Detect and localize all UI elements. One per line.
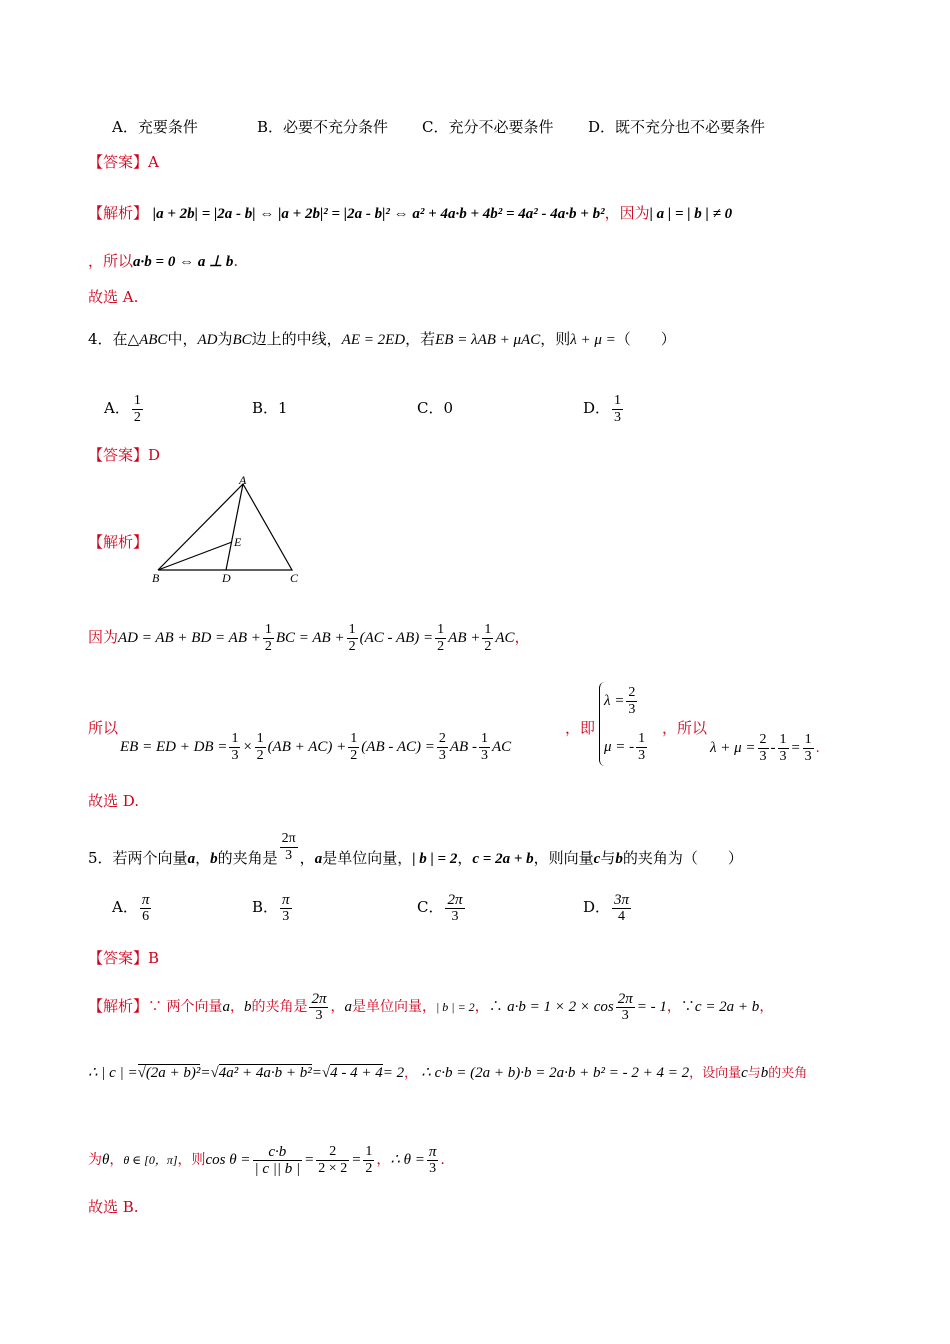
q5-option-d: D． $\frac{3\pi}{4}$ [583, 891, 630, 924]
q5-options [112, 887, 630, 927]
q4-analysis-line2-expr: EB = ED + DB = $\frac{1}{3}$ × $\frac{1}{2}$ (AB + AC) + $\frac{1}{2}$ (AB - AC) = $\frac{2}{3}$ AB - $\frac{1}{3}$ AC [120, 730, 512, 763]
q5-analysis-line2: ∴ | c | =√(2a + b)²=√4a² + 4a·b + b²=√4 - 4 + 4= 2， ∴ c·b = (2a + b)·b = 2a·b + b² = - 2 + 4 = 2，设向量c与b的夹角 [88, 1065, 808, 1081]
q4-options [104, 388, 622, 428]
q4-stem: 4．在△ABC中，AD为BC边上的中线，AE = 2ED，若EB = λAB + μAC，则λ + μ =（ ） [88, 330, 676, 348]
q3-analysis-expr: |a + 2b| = |2a - b| ⇔ |a + 2b|² = |2a - b|² ⇔ a² + 4a·b + 4b² = 4a² - 4a·b + b² [152, 206, 605, 222]
q4-analysis-line2-mid: ，即 [565, 719, 596, 737]
label-a: A [239, 473, 247, 487]
triangle-abc [158, 484, 292, 570]
q5-conclusion: 故选 B. [88, 1198, 139, 1216]
median-ad [226, 484, 243, 570]
q5-stem: 5．若两个向量a，b的夹角是 $\frac{2\pi}{3}$ ，a是单位向量，| b | = 2，c = 2a + b，则向量c与b的夹角为（ ） [88, 830, 743, 867]
q5-analysis-line1: 【解析】∵ 两个向量a，b的夹角是 $\frac{2\pi}{3}$ ，a是单位向量，| b | = 2，∴ a·b = 1 × 2 × cos $\frac{2\pi}{3}$ = - 1，∵c = 2a + b， [88, 990, 774, 1023]
q4-system-mu: μ = - $\frac{1}{3}$ [604, 730, 646, 763]
q3-option-b: B．必要不充分条件 [257, 118, 389, 136]
q4-answer: 【答案】D [88, 446, 161, 464]
q3-analysis-cond: | a | = | b | ≠ 0 [649, 206, 733, 222]
q5-answer: 【答案】B [88, 949, 160, 967]
q3-option-c: C．充分不必要条件 [422, 118, 554, 136]
q5-option-c: C． $\frac{2\pi}{3}$ [417, 891, 463, 924]
q4-analysis-line1: 因为AD = AB + BD = AB + $\frac{1}{2}$ BC = AB + $\frac{1}{2}$ (AC - AB) = $\frac{1}{2}$ AB + $\frac{1}{2}$ AC， [88, 621, 530, 654]
q5-option-a: A． $\frac{\pi}{6}$ [112, 891, 150, 924]
q4-system-lambda: λ = $\frac{2}{3}$ [604, 684, 636, 717]
q4-analysis-line2-post: ，所以 [662, 719, 708, 737]
label-d: D [222, 571, 231, 585]
q4-option-b: B．1 [252, 399, 288, 417]
q4-option-a: A． $\frac{1}{2}$ [104, 392, 141, 425]
q3-options [112, 117, 766, 137]
label-e: E [234, 535, 242, 549]
q5-analysis-line3: 为θ，θ ∈ [0，π]，则cos θ = $\frac{c\cdot b}{| c || b |}$ = $\frac{2}{2 \times 2}$ = $\frac{1}{2}$ ，∴ θ = $\frac{\pi}{3}$ . [88, 1143, 445, 1177]
segment-be [158, 542, 232, 570]
q3-option-d: D．既不充分也不必要条件 [588, 118, 766, 136]
q4-lambda-mu-sum: λ + μ = $\frac{2}{3}$ - $\frac{1}{3}$ = $\frac{1}{3}$ . [710, 732, 820, 764]
q3-conclusion: 故选 A. [88, 288, 139, 306]
q4-triangle-figure [148, 472, 308, 592]
q4-conclusion: 故选 D. [88, 792, 140, 810]
q5-option-b: B． $\frac{\pi}{3}$ [252, 891, 290, 924]
q4-analysis-tag: 【解析】 [88, 533, 149, 551]
q4-option-d: D． $\frac{1}{3}$ [583, 392, 622, 425]
q4-option-c: C．0 [417, 399, 454, 417]
q3-answer: 【答案】A [88, 153, 159, 171]
q3-option-a: A．充要条件 [112, 118, 198, 136]
label-b: B [152, 571, 160, 585]
q4-analysis-line2: 所以 [88, 719, 119, 737]
q3-analysis: 【解析】 |a + 2b| = |2a - b| ⇔ |a + 2b|² = |2a - b|² ⇔ a² + 4a·b + 4b² = 4a² - 4a·b + b²，因为| a | = | b | ≠ 0 [88, 204, 733, 222]
q3-analysis-line2: ，所以a·b = 0 ⇔ a ⊥ b. [88, 252, 239, 270]
label-c: C [290, 571, 299, 585]
